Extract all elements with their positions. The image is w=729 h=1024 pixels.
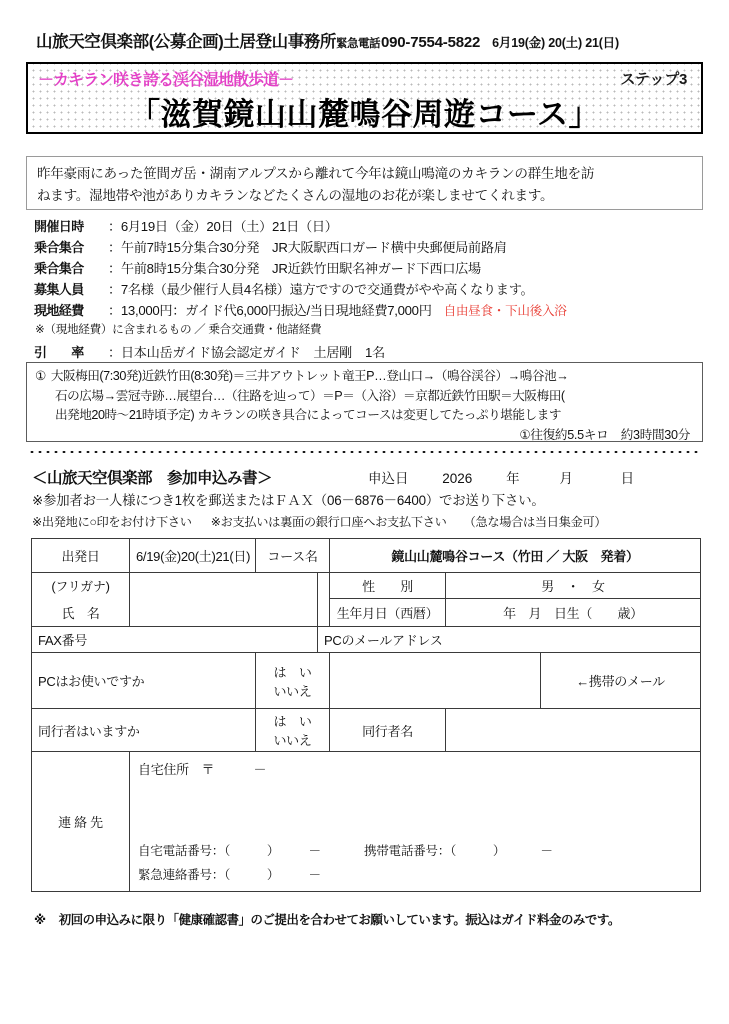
itinerary-box [26,362,703,442]
cell-gender-label: 性 別 [330,573,446,599]
apply-date-year-value: 2026 [442,471,473,486]
course-main-title: 「滋賀鏡山山麓鳴谷周遊コース」 [129,97,600,132]
detail-row-included [34,321,704,342]
emergency-phone-number: 090-7554-5822 [381,34,481,51]
contact-address-row[interactable] [130,752,700,778]
cell-name-input[interactable] [130,573,318,627]
application-form-header [32,466,704,535]
form-title: ＜山旅天空倶楽部 参加申込み書＞ [32,470,273,487]
detail-value-cost: ：13,000円：ガイド代6,000円振込/当日現地経費7,000円 [108,303,432,318]
emergency-phone-label: 緊急電話 [336,38,380,50]
home-address-label: 自宅住所 〒 [138,762,215,777]
cell-pcmail-label[interactable]: PCのメールアドレス [318,627,701,653]
itinerary-line-2: 石の広場→雲冠寺跡…展望台…（往路を辿って）＝P＝（入浴）＝京都近鉄竹田駅＝大阪梅田( [55,388,565,403]
detail-row-meetup-2 [34,258,704,279]
description-line-1: 昨年豪雨にあった笹間ガ岳・湖南アルプスから離れて今年は鏡山鳴滝のカキランの群生地を訪 [37,166,595,181]
form-note-2c: （急な場合は当日集金可） [463,515,607,529]
apply-date-group [368,467,634,487]
cell-mobile-mail-input[interactable] [330,653,541,709]
detail-label-meetup-1: 乗合集合 [34,240,84,255]
detail-label-guide: 引 率 [34,345,84,360]
cell-companion-question: 同行者はいますか [32,709,256,752]
cell-mobile-mail-note: ←携帯のメール [541,653,701,709]
cell-companion-name-input[interactable] [446,709,701,752]
detail-row-guide [34,342,704,363]
apply-date-month-unit: 月 [559,471,573,486]
title-box [26,62,703,134]
detail-value-capacity: ：7名様（最少催行人員4名様）遠方ですので交通費がやや高くなります。 [108,282,534,297]
table-row-companion [32,709,701,752]
description-line-2: ねます。湿地帯や池がありカキランなどたくさんの湿地のお花が楽しませてくれます。 [37,188,554,203]
organization-name: 山旅天空倶楽部(公募企画)土居登山事務所 [36,33,336,51]
cell-course-name-label: コース名 [256,539,330,573]
cell-spacer-left [318,573,330,599]
home-phone-dash: － [308,844,321,858]
form-note-2 [32,513,704,535]
cell-course-name-value: 鏡山山麓鳴谷コース（竹田 ／ 大阪 発着） [330,539,701,573]
detail-row-meetup-1 [34,237,704,258]
itinerary-number: ① [35,369,46,383]
detail-value-guide: ：日本山岳ガイド協会認定ガイド 土居剛 1名 [108,345,385,360]
cell-companion-name-label: 同行者名 [330,709,446,752]
itinerary-line-3: 出発地20時～21時頃予定) カキランの咲き具合によってコースは変更してたっぷり堪能します [55,408,561,422]
detail-cost-highlight: 自由昼食・下山後入浴 [443,304,567,318]
apply-date-year-unit: 年 [506,471,520,486]
cell-birth-label: 生年月日（西暦） [330,599,446,627]
cell-departure-date-value: 6/19(金)20(土)21(日) [130,539,256,573]
detail-row-cost [34,300,704,321]
table-row-departure [32,539,701,573]
contact-emergency-row[interactable] [130,864,700,883]
detail-value-date: ：6月19日（金）20日（土）21日（日） [108,219,338,234]
table-row-fax-mail [32,627,701,653]
cell-spacer-left-2 [318,599,330,627]
cell-birth-value[interactable]: 年 月 日生（ 歳） [446,599,701,627]
details-section [34,216,704,363]
section-divider [28,450,702,454]
document-header [36,28,700,52]
table-row-furigana-gender [32,573,701,599]
cell-companion-yesno[interactable]: は い いいえ [256,709,330,752]
form-note-2a: ※出発地に○印をお付け下さい [32,515,192,529]
emergency-contact-label: 緊急連絡番号：（ ） [138,868,280,882]
cell-furigana-label: (フリガナ) [32,573,130,599]
itinerary-text-1: 大阪梅田(7:30発)近鉄竹田(8:30発)＝三井アウトレット竜王P…登山口→（鳴谷渓谷）→鳴谷池→ [50,369,569,383]
detail-row-date [34,216,704,237]
itinerary-summary: ①往復約5.5キロ 約3時間30分 [519,427,690,442]
detail-value-meetup-1: ：午前7時15分集合30分発 JR大阪駅西口ガード横中央郵便局前路肩 [108,240,507,255]
apply-date-label: 申込日 [368,471,409,486]
form-title-row [32,466,704,490]
table-row-contact [32,752,701,892]
cell-gender-value[interactable]: 男 ・ 女 [446,573,701,599]
detail-label-date: 開催日時 [34,219,84,234]
contact-address-writing-space[interactable] [130,778,700,840]
header-dates: 6月19(金) 20(土) 21(日) [492,36,619,50]
emergency-contact-dash: － [308,868,321,882]
home-address-dash: － [253,762,267,777]
application-form-table [31,538,701,892]
apply-date-day-unit: 日 [620,471,635,486]
footnote [34,910,704,928]
cell-fax-label[interactable]: FAX番号 [32,627,318,653]
cell-contact-body [130,752,701,892]
cell-contact-label: 連 絡 先 [32,752,130,892]
itinerary-line-1 [35,367,696,387]
course-subtitle: －カキラン咲き誇る渓谷湿地散歩道－ [38,72,294,89]
detail-label-capacity: 募集人員 [34,282,84,297]
mobile-phone-label: 携帯電話番号：（ ） [363,844,506,858]
cell-pc-yesno[interactable]: は い いいえ [256,653,330,709]
detail-included-note: ※（現地経費）に含まれるもの ／ 乗合交通費・他諸経費 [35,323,322,336]
cell-departure-date-label: 出発日 [32,539,130,573]
form-note-1: ※参加者お一人様につき1枚を郵送またはＦＡＸ（06－6876－6400）でお送り下さい。 [32,493,545,508]
cell-pc-question: PCはお使いですか [32,653,256,709]
contact-phone-row[interactable] [130,840,700,864]
footnote-mark: ※ [34,913,46,927]
cell-name-label: 氏 名 [32,599,130,627]
home-phone-label: 自宅電話番号：（ ） [138,844,280,858]
form-note-2b: ※お支払いは裏面の銀行口座へお支払下さい [210,515,447,529]
detail-label-meetup-2: 乗合集合 [34,261,84,276]
table-row-pc-question [32,653,701,709]
mobile-phone-dash: － [540,844,553,858]
step-badge: ステップ3 [620,71,687,88]
description-box [26,156,703,210]
detail-value-meetup-2: ：午前8時15分集合30分発 JR近鉄竹田駅名神ガード下西口広場 [108,261,481,276]
detail-label-cost: 現地経費 [34,303,84,318]
footnote-text: 初回の申込みに限り「健康確認書」のご提出を合わせてお願いしています。振込はガイド料金のみです。 [58,913,620,927]
detail-row-capacity [34,279,704,300]
